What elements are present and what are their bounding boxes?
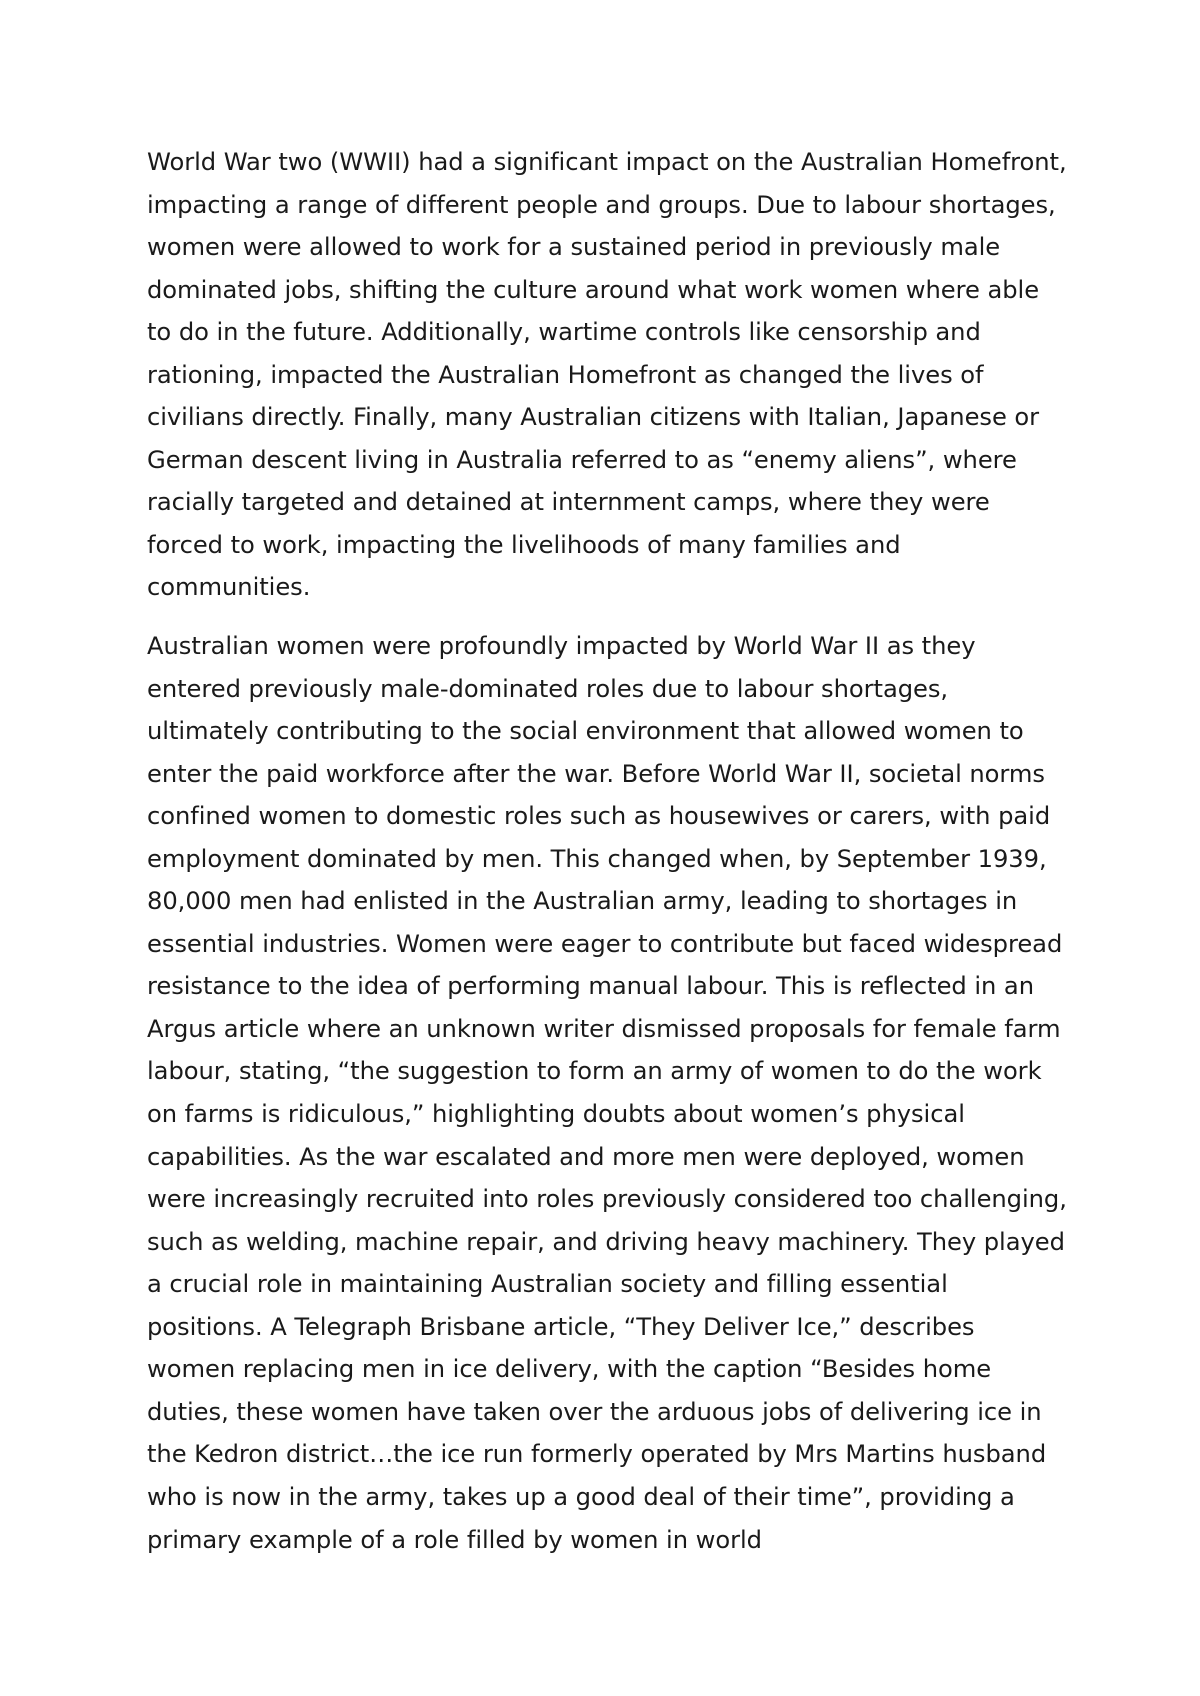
paragraph-women: Australian women were profoundly impacted by World War II as they entered previously male-dominated roles due to labour shortages, ultimately contributing to the social environment that allowed women to enter the paid workforce after the war. Before World War II, societal norms confined women to domestic roles such as housewives or carers, with paid employment dominated by men. This changed when, by September 1939, 80,000 men had enlisted in the Australian army, leading to shortages in essential industries. Women were eager to contribute but faced widespread resistance to the idea of performing manual labour. This is reflected in an Argus article where an unknown writer dismissed proposals for female farm labour, stating, “the suggestion to form an army of women to do the work on farms is ridiculous,” highlighting doubts about women’s physical capabilities. As the war escalated and more men were deployed, women were increasingly recruited into roles previously considered too challenging, such as welding, machine repair, and driving heavy machinery. They played a crucial role in maintaining Australian society and filling essential positions. A Telegraph Brisbane article, “They Deliver Ice,” describes women replacing men in ice delivery, with the caption “Besides home duties, these women have taken over the arduous jobs of delivering ice in the Kedron district…the ice run formerly operated by Mrs Martins husband who is now in the army, takes up a good deal of their time”, providing a primary example of a role filled by women in world: [147, 632, 1067, 1554]
document-body: [147, 141, 1067, 1561]
paragraph-intro: World War two (WWII) had a significant impact on the Australian Homefront, impacting a range of different people and groups. Due to labour shortages, women were allowed to work for a sustained period in previously male dominated jobs, shifting the culture around what work women where able to do in the future. Additionally, wartime controls like censorship and rationing, impacted the Australian Homefront as changed the lives of civilians directly. Finally, many Australian citizens with Italian, Japanese or German descent living in Australia referred to as “enemy aliens”, where racially targeted and detained at internment camps, where they were forced to work, impacting the livelihoods of many families and communities.: [147, 148, 1067, 602]
